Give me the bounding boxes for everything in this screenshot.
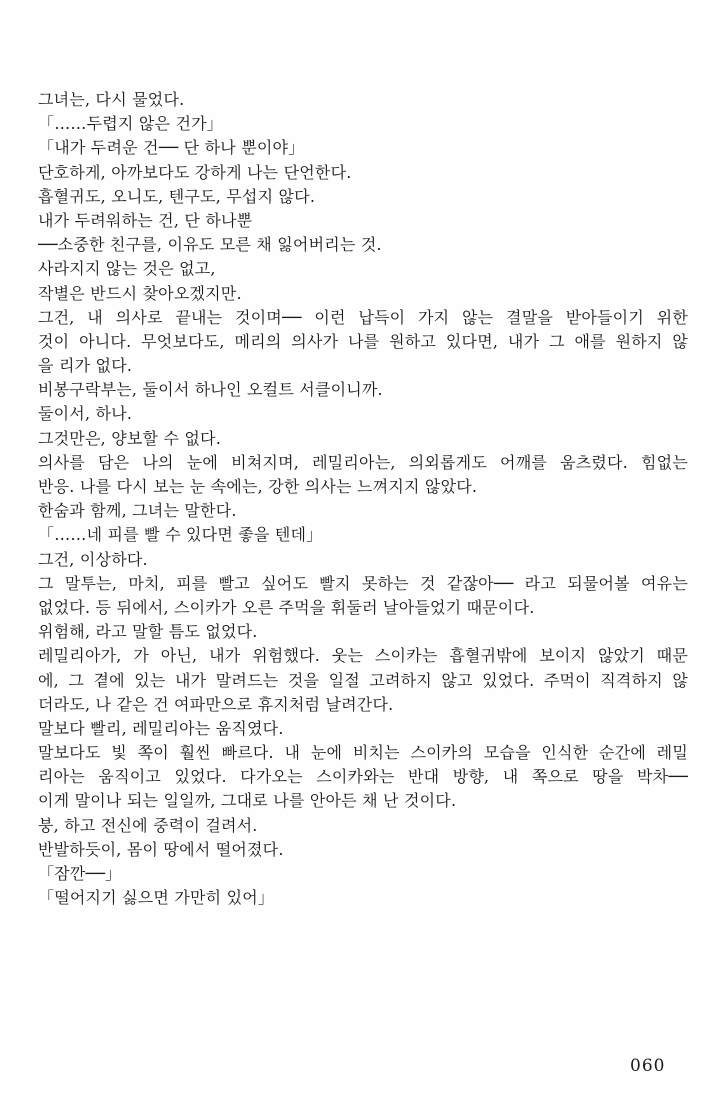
text-line: 「잠깐──」 — [38, 864, 122, 883]
text-line: 흡혈귀도, 오니도, 텐구도, 무섭지 않다. — [38, 186, 316, 206]
text-line: 그것만은, 양보할 수 없다. — [38, 428, 221, 448]
text-line: 없었다. 등 뒤에서, 스이카가 오른 주먹을 휘둘러 날아들었기 때문이다. — [38, 597, 535, 617]
text-line: 이게 말이나 되는 일일까, 그대로 나를 안아든 채 난 것이다. — [38, 791, 457, 811]
text-line: 한숨과 함께, 그녀는 말한다. — [38, 501, 237, 521]
text-line: 「떨어지기 싫으면 가만히 있어」 — [38, 888, 275, 908]
text-line: 「……두렵지 않은 건가」 — [38, 114, 223, 134]
text-line: 리아는 움직이고 있었다. 다가오는 스이카와는 반대 방향, 내 쪽으로 땅을 박차── — [38, 767, 688, 787]
text-line: 말보다도 빛 쪽이 훨씬 빠르다. 내 눈에 비치는 스이카의 모습을 인식한 순간에 레밀 — [38, 743, 688, 763]
text-line: 내가 두려워하는 건, 단 하나뿐 — [38, 210, 253, 230]
text-line: 말보다 빨리, 레밀리아는 움직였다. — [38, 718, 284, 738]
text-line: 작별은 반드시 찾아오겠지만. — [38, 283, 242, 303]
text-line: 붕, 하고 전신에 중력이 걸려서. — [38, 815, 258, 835]
body-text — [38, 88, 688, 910]
text-line: 비봉구락부는, 둘이서 하나인 오컬트 서클이니까. — [38, 380, 383, 400]
text-line: 반발하듯이, 몸이 땅에서 떨어졌다. — [38, 839, 284, 859]
text-line: 그 말투는, 마치, 피를 빨고 싶어도 빨지 못하는 것 같잖아── 라고 되물어볼 여유는 — [38, 573, 688, 593]
text-line: 사라지지 않는 것은 없고, — [38, 259, 216, 279]
text-line: 위험해, 라고 말할 틈도 없었다. — [38, 622, 258, 642]
text-line: 의사를 담은 나의 눈에 비쳐지며, 레밀리아는, 의외롭게도 어깨를 움츠렸다. 힘없는 — [38, 452, 688, 472]
text-line: 을 리가 없다. — [38, 356, 133, 376]
text-line: 것이 아니다. 무엇보다도, 메리의 의사가 나를 원하고 있다면, 내가 그 애를 원하지 않 — [38, 331, 688, 351]
text-line: 「내가 두려운 건── 단 하나 뿐이야」 — [38, 138, 305, 158]
text-line: 단호하게, 아까보다도 강하게 나는 단언한다. — [38, 162, 352, 182]
text-line: 반응. 나를 다시 보는 눈 속에는, 강한 의사는 느껴지지 않았다. — [38, 477, 478, 496]
text-line: 「……네 피를 빨 수 있다면 좋을 텐데」 — [38, 525, 323, 545]
text-line: 레밀리아가, 가 아닌, 내가 위험했다. 웃는 스이카는 흡혈귀밖에 보이지 않았기 때문 — [38, 646, 688, 666]
text-line: 그건, 이상하다. — [38, 549, 148, 569]
text-line: 그녀는, 다시 물었다. — [38, 90, 185, 109]
text-line: 둘이서, 하나. — [38, 404, 133, 424]
text-line: ──소중한 친구를, 이유도 모른 채 잃어버리는 것. — [38, 235, 382, 255]
page-number: 060 — [630, 1056, 666, 1076]
text-line: 그건, 내 의사로 끝내는 것이며── 이런 납득이 가지 않는 결말을 받아들이기 위한 — [38, 307, 688, 327]
text-line: 더라도, 나 같은 건 여파만으로 휴지처럼 날려간다. — [38, 694, 394, 714]
text-line: 에, 그 곁에 있는 내가 말려드는 것을 일절 고려하지 않고 있었다. 주먹이 직격하지 않 — [38, 670, 688, 690]
